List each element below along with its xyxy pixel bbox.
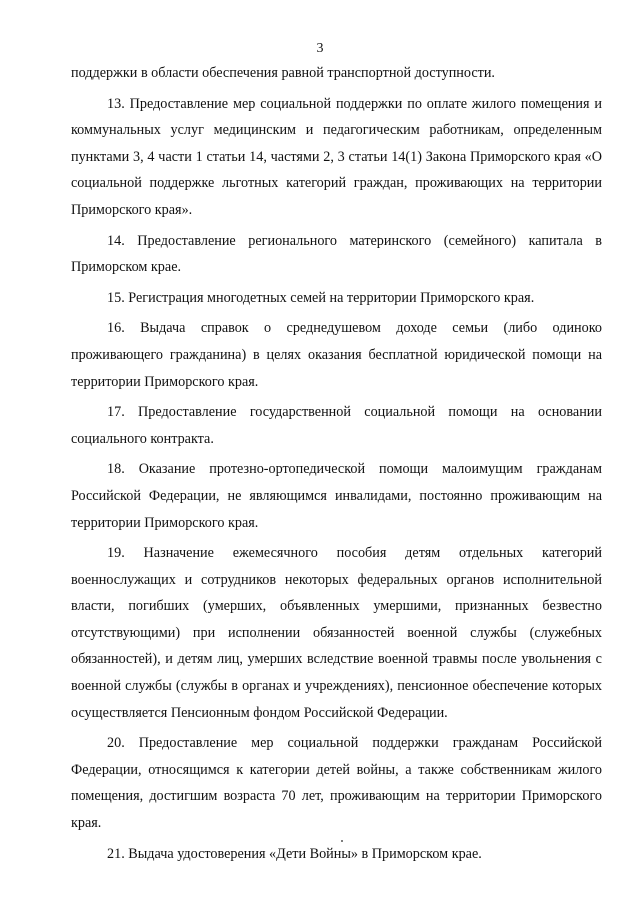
list-item-13: 13. Предоставление мер социальной поддержки по оплате жилого помещения и коммунальных услуг медицинским и педагогическим работникам, определенным пунктами 3, 4 части 1 статьи 14, частями 2, 3 статьи 14(1) Закона Приморского края «О социальной поддержке льготных категорий граждан, проживающих на территории Приморского края». (71, 95, 602, 218)
paragraph-continuation: поддержки в области обеспечения равной транспортной доступности. (71, 65, 495, 81)
page-number: 3 (316, 41, 324, 56)
list-item-14: 14. Предоставление регионального материнского (семейного) капитала в Приморском крае. (71, 232, 602, 276)
list-item-21: 21. Выдача удостоверения «Дети Войны» в Приморском крае. (107, 845, 482, 862)
scan-dot-mark (341, 840, 343, 842)
list-item-20: 20. Предоставление мер социальной поддержки гражданам Российской Федерации, относящимся к категории детей войны, а также собственникам жилого помещения, достигшим возраста 70 лет, проживающим на территории Приморского края. (71, 735, 602, 832)
list-item-15: 15. Регистрация многодетных семей на территории Приморского края. (107, 289, 535, 306)
document-body (71, 60, 602, 871)
list-item-18: 18. Оказание протезно-ортопедической помощи малоимущим гражданам Российской Федерации, не являющимся инвалидами, постоянно проживающим на территории Приморского края. (71, 461, 602, 531)
list-item-16: 16. Выдача справок о среднедушевом доходе семьи (либо одиноко проживающего гражданина) в целях оказания бесплатной юридической помощи на территории Приморского края. (71, 320, 602, 390)
list-item-19: 19. Назначение ежемесячного пособия детям отдельных категорий военнослужащих и сотрудников некоторых федеральных органов исполнительной власти, погибших (умерших, объявленных умершими, признанных безвестно отсутствующими) при исполнении обязанностей военной службы (служебных обязанностей), и детям лиц, умерших вследствие военной травмы после увольнения с военной службы (службы в органах и учреждениях), пенсионное обеспечение которых осуществляется Пенсионным фондом Российской Федерации. (71, 545, 602, 721)
list-item-17: 17. Предоставление государственной социальной помощи на основании социального контракта. (71, 404, 602, 447)
